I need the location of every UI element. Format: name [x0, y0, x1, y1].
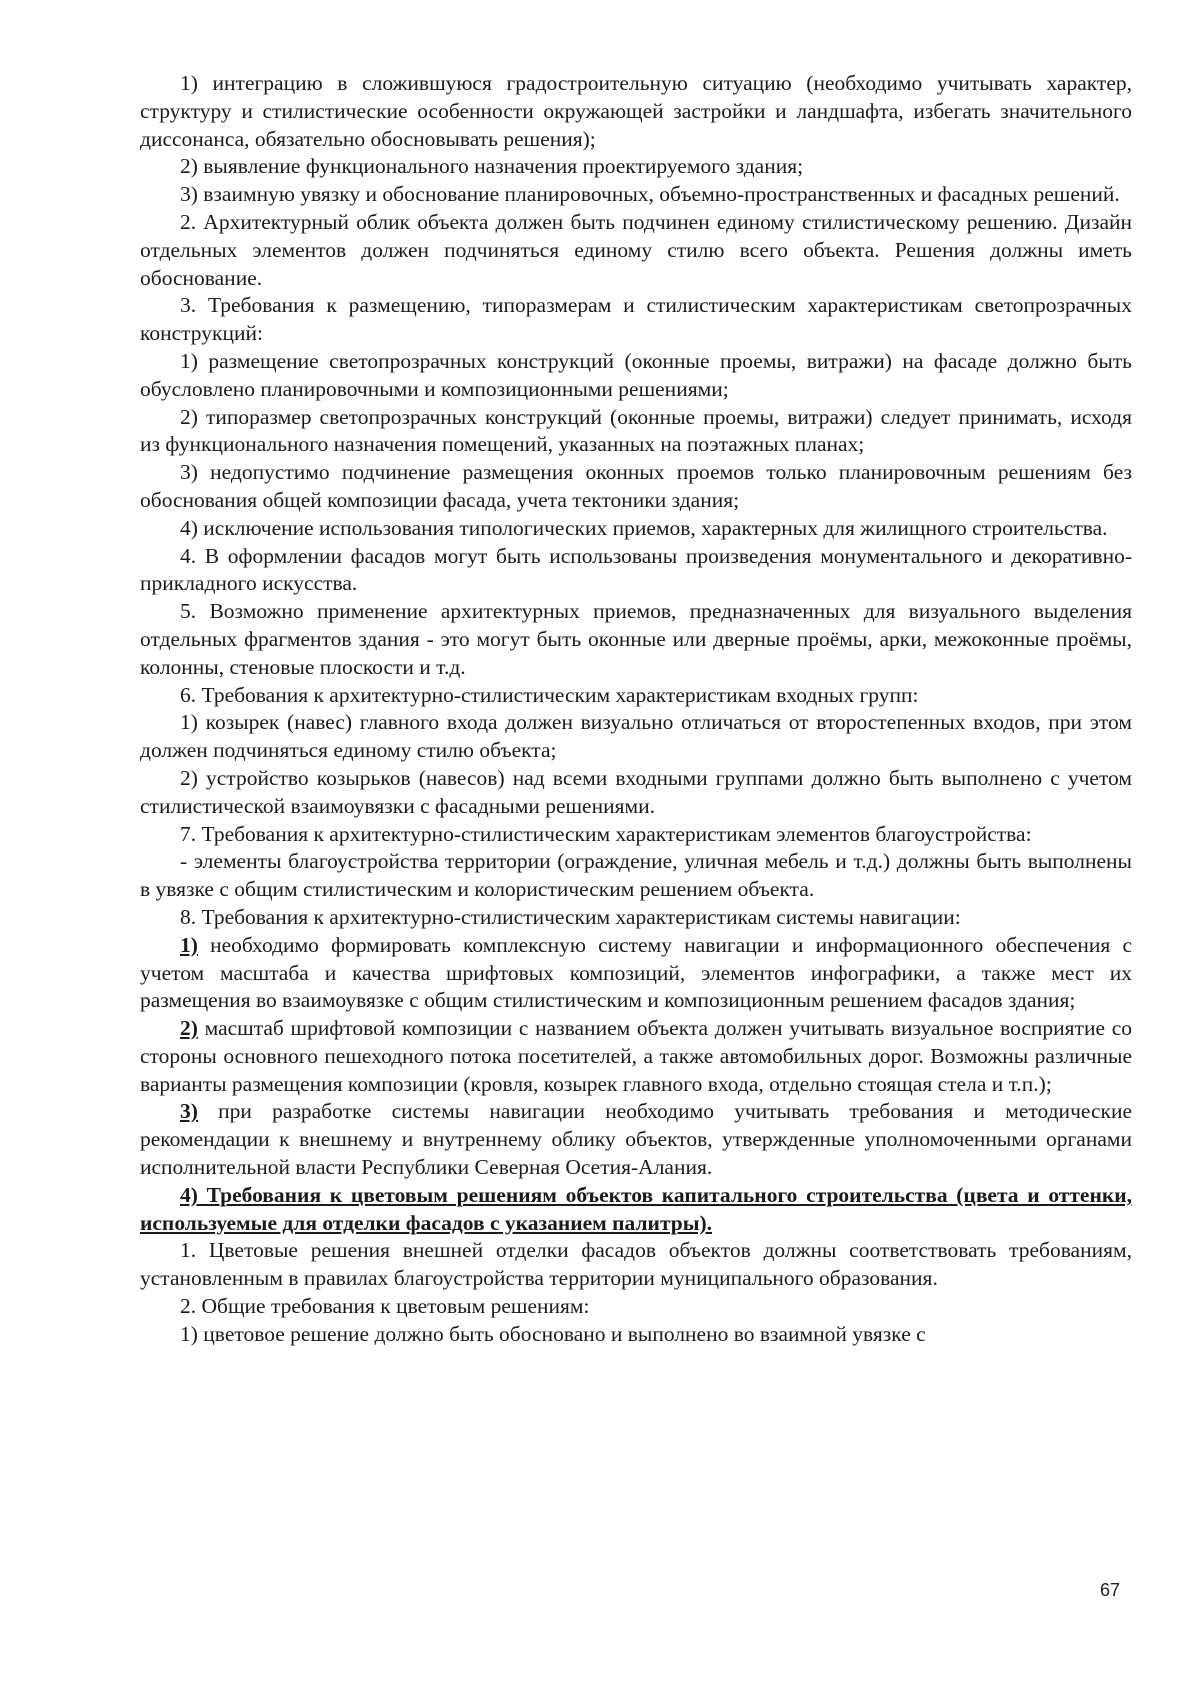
paragraph: 1. Цветовые решения внешней отделки фасадов объектов должны соответствовать требованиям, установленным в правилах благоустройства территории муниципального образования.: [140, 1238, 1132, 1291]
paragraph: 1) интеграцию в сложившуюся градостроительную ситуацию (необходимо учитывать характер, структуру и стилистические особенности окружающей застройки и ландшафта, избегать значительного диссонанса, обязательно обосновывать решения);: [140, 71, 1132, 151]
paragraph: [140, 1015, 1132, 1098]
paragraph: 2. Общие требования к цветовым решениям:: [180, 1294, 590, 1319]
paragraph: 1) цветовое решение должно быть обосновано и выполнено во взаимной увязке с: [180, 1321, 926, 1346]
paragraph: 3) недопустимо подчинение размещения оконных проемов только планировочным решениям без обоснования общей композиции фасада, учета тектоники здания;: [140, 460, 1132, 512]
list-number: 3): [180, 1099, 198, 1124]
paragraph: 2) типоразмер светопрозрачных конструкций (оконные проемы, витражи) следует принимать, исходя из функционального назначения помещений, указанных на поэтажных планах;: [140, 404, 1132, 457]
paragraph: 2) устройство козырьков (навесов) над всеми входными группами должно быть выполнено с учетом стилистической взаимоувязки с фасадными решениями.: [140, 765, 1132, 818]
paragraph-text: масштаб шрифтовой композиции с названием объекта должен учитывать визуальное восприятие со стороны основного пешеходного потока посетителей, а также автомобильных дорог. Возможны различные варианты размещения композиции (кровля, козырек главного входа, отдельно стоящая стела и т.п.);: [140, 1016, 1132, 1096]
page-number: 67: [1100, 1580, 1121, 1600]
paragraph: 2) выявление функционального назначения проектируемого здания;: [180, 154, 804, 179]
list-number: 2): [180, 1016, 198, 1041]
paragraph: 1) козырек (навес) главного входа должен визуально отличаться от второстепенных входов, при этом должен подчиняться единому стилю объекта;: [140, 710, 1132, 763]
paragraph: 3) взаимную увязку и обоснование планировочных, объемно-пространственных и фасадных решений.: [180, 182, 1120, 207]
paragraph: 2. Архитектурный облик объекта должен быть подчинен единому стилистическому решению. Дизайн отдельных элементов должен подчиняться единому стилю всего объекта. Решения должны иметь обоснование.: [140, 209, 1132, 290]
paragraph: 5. Возможно применение архитектурных приемов, предназначенных для визуального выделения отдельных фрагментов здания - это могут быть оконные или дверные проёмы, арки, межоконные проёмы, колонны, стеновые плоскости и т.д.: [140, 599, 1132, 679]
paragraph: 4) исключение использования типологических приемов, характерных для жилищного строительства.: [180, 515, 1108, 540]
paragraph: 1) размещение светопрозрачных конструкций (оконные проемы, витражи) на фасаде должно быть обусловлено планировочными и композиционными решениями;: [140, 348, 1132, 401]
list-number: 1): [180, 932, 198, 957]
paragraph: [140, 1098, 1132, 1181]
section-heading: [140, 1182, 1132, 1238]
paragraph: [140, 932, 1132, 1015]
paragraph: 7. Требования к архитектурно-стилистическим характеристикам элементов благоустройства:: [180, 821, 1032, 846]
paragraph: 8. Требования к архитектурно-стилистическим характеристикам системы навигации:: [180, 904, 961, 929]
paragraph-text: при разработке системы навигации необходимо учитывать требования и методические рекомендации к внешнему и внутреннему облику объектов, утвержденные уполномоченными органами исполнительной власти Республики Северная Осетия-Алания.: [140, 1099, 1132, 1180]
document-body: [140, 70, 1132, 1349]
paragraph: 6. Требования к архитектурно-стилистическим характеристикам входных групп:: [180, 682, 919, 707]
paragraph: 4. В оформлении фасадов могут быть использованы произведения монументального и декоративно-прикладного искусства.: [140, 543, 1132, 596]
paragraph-text: необходимо формировать комплексную систему навигации и информационного обеспечения с учетом масштаба и качества шрифтовых композиций, элементов инфографики, а также мест их размещения во взаимоувязке с общим стилистическим и композиционным решением фасадов здания;: [140, 932, 1132, 1013]
paragraph: - элементы благоустройства территории (ограждение, уличная мебель и т.д.) должны быть выполнены в увязке с общим стилистическим и колористическим решением объекта.: [140, 849, 1132, 902]
paragraph: 3. Требования к размещению, типоразмерам и стилистическим характеристикам светопрозрачных конструкций:: [140, 293, 1132, 346]
section-heading-text: 4) Требования к цветовым решениям объектов капитального строительства (цвета и оттенки, используемые для отделки фасадов с указанием палитры).: [140, 1182, 1132, 1235]
